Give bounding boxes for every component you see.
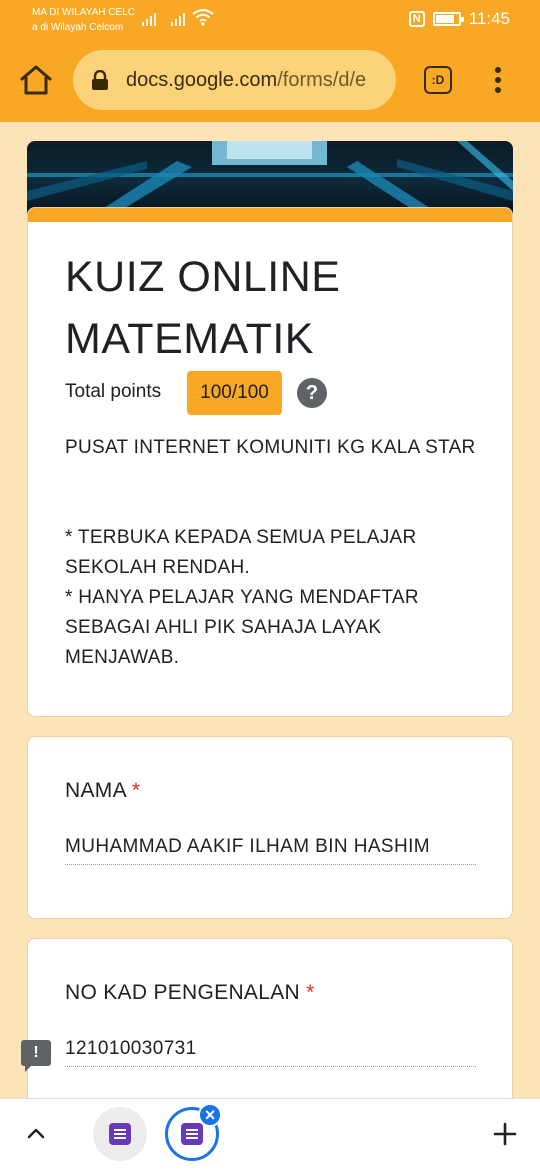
answer-field-ic[interactable]: 121010030731 (65, 1038, 476, 1067)
tab-switcher-button[interactable]: :D (424, 66, 452, 94)
total-points-label: Total points (65, 381, 162, 402)
carrier-line-1: MA DI WILAYAH CELC (32, 7, 135, 18)
url-path: /forms/d/e (277, 69, 367, 91)
question-title: NO KAD PENGENALAN (65, 981, 300, 1004)
form-title: KUIZ ONLINE MATEMATIK (65, 253, 341, 363)
tab-thumbnail[interactable] (93, 1107, 147, 1161)
nfc-icon: N (409, 11, 425, 27)
signal-icon (142, 10, 160, 26)
chevron-up-icon[interactable] (26, 1123, 46, 1143)
status-right (409, 9, 510, 29)
required-mark: * (131, 779, 141, 802)
question-card-nama (27, 736, 513, 919)
plus-icon[interactable] (492, 1121, 518, 1147)
status-bar (0, 0, 540, 38)
carrier-line-2: a di Wilayah Celcom (32, 22, 124, 33)
answer-field-nama[interactable]: MUHAMMAD AAKIF ILHAM BIN HASHIM (65, 836, 476, 865)
battery-icon (433, 12, 461, 26)
signal-icon (171, 10, 189, 26)
form-description-line: * HANYA PELAJAR YANG MENDAFTAR SEBAGAI AHLI PIK SAHAJA LAYAK MENJAWAB. (65, 587, 419, 668)
help-icon[interactable]: ? (297, 378, 327, 408)
question-label (65, 779, 140, 803)
browser-toolbar (0, 38, 540, 122)
home-icon[interactable] (18, 62, 54, 98)
wifi-icon (192, 8, 214, 26)
address-bar[interactable] (73, 50, 396, 110)
url-text (126, 69, 388, 92)
required-mark: * (306, 981, 315, 1004)
more-vert-icon[interactable] (491, 67, 505, 95)
forms-icon (109, 1123, 131, 1145)
lock-icon (91, 70, 109, 90)
bottom-tab-bar (0, 1098, 540, 1170)
carrier-text (32, 5, 135, 35)
total-points-badge: 100/100 (187, 371, 282, 415)
question-title: NAMA (65, 779, 126, 802)
form-title-card (27, 207, 513, 717)
feedback-icon[interactable]: ! (21, 1040, 51, 1066)
url-host: docs.google.com (126, 69, 278, 91)
clock: 11:45 (468, 9, 510, 28)
form-description-line: * TERBUKA KEPADA SEMUA PELAJAR SEKOLAH RENDAH. (65, 527, 417, 578)
card-accent-bar (28, 208, 512, 222)
forms-icon (181, 1123, 203, 1145)
close-icon[interactable]: × (198, 1103, 222, 1127)
form-description-line: PUSAT INTERNET KOMUNITI KG KALA STAR (65, 437, 476, 458)
question-label (65, 981, 315, 1005)
